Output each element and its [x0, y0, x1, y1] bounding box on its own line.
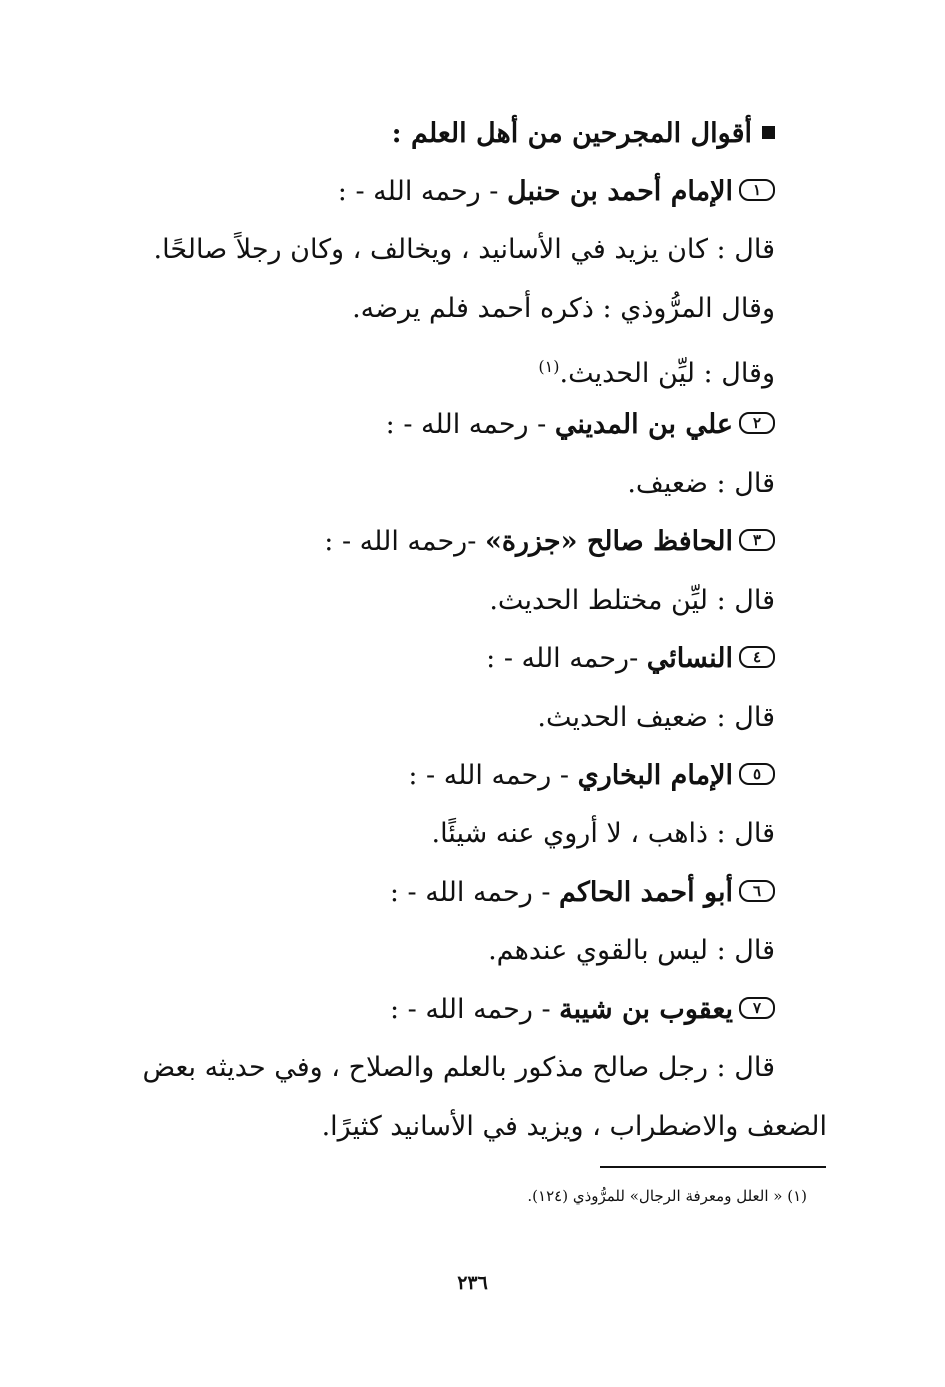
entry-1-name: الإمام أحمد بن حنبل: [507, 176, 733, 207]
entry-7-suffix: - رحمه الله - :: [389, 994, 560, 1025]
footnote-reference: (١): [538, 357, 560, 376]
quote-line: [538, 347, 775, 394]
footnote: (١) « العلل ومعرفة الرجال» للمرُّوذي (١٢٤).: [527, 1187, 807, 1205]
entry-number-badge: ٥: [739, 763, 775, 785]
entry-6-name: أبو أحمد الحاكم: [559, 877, 733, 908]
entry-1-suffix: - رحمه الله - :: [337, 176, 508, 207]
entry-number-badge: ١: [739, 179, 775, 201]
quote-line: قال : كان يزيد في الأسانيد ، ويخالف ، وكان رجلاً صالحًا.: [153, 234, 775, 265]
entry-number-badge: ٧: [739, 997, 775, 1019]
entry-4-heading: [486, 639, 775, 679]
entry-4-name: النسائي: [646, 643, 733, 674]
entry-3-suffix: -رحمه الله - :: [324, 526, 485, 557]
square-bullet-icon: [762, 126, 775, 139]
quote-line: قال : ضعيف.: [627, 468, 775, 499]
quote-line: الضعف والاضطراب ، ويزيد في الأسانيد كثيرًا.: [321, 1111, 827, 1142]
entry-6-suffix: - رحمه الله - :: [389, 877, 560, 908]
section-heading-text: أقوال المجرحين من أهل العلم :: [391, 118, 752, 149]
page-number: ٢٣٦: [457, 1272, 488, 1294]
entry-7-heading: [390, 990, 775, 1030]
entry-5-suffix: - رحمه الله - :: [408, 760, 578, 791]
entry-number-badge: ٦: [739, 880, 775, 902]
quote-line: قال : ليس بالقوي عندهم.: [488, 935, 775, 966]
entry-number-badge: ٤: [739, 646, 775, 668]
quote-line: قال : رجل صالح مذكور بالعلم والصلاح ، وفي حديثه بعض: [142, 1052, 775, 1083]
quote-line: وقال المرُّوذي : ذكره أحمد فلم يرضه.: [352, 293, 775, 324]
entry-4-suffix: -رحمه الله - :: [486, 643, 647, 674]
entry-3-name: الحافظ صالح «جزرة»: [484, 526, 733, 557]
footnote-separator: [600, 1166, 826, 1168]
quote-line: قال : ذاهب ، لا أروي عنه شيئًا.: [431, 818, 775, 849]
entry-1-heading: [338, 172, 775, 212]
entry-number-badge: ٣: [739, 529, 775, 551]
entry-number-badge: ٢: [739, 412, 775, 434]
quote-line: قال : ضعيف الحديث.: [537, 702, 775, 733]
entry-2-name: علي بن المديني: [554, 409, 733, 440]
entry-3-heading: [324, 522, 775, 562]
entry-7-name: يعقوب بن شيبة: [559, 994, 733, 1025]
entry-5-name: الإمام البخاري: [577, 760, 733, 791]
entry-2-heading: [386, 405, 775, 445]
quote-text: وقال : ليِّن الحديث.: [559, 358, 775, 389]
entry-2-suffix: - رحمه الله - :: [385, 409, 555, 440]
section-heading: [392, 114, 775, 154]
quote-line: قال : ليِّن مختلط الحديث.: [489, 585, 775, 616]
entry-5-heading: [408, 756, 775, 796]
entry-6-heading: [390, 873, 775, 913]
